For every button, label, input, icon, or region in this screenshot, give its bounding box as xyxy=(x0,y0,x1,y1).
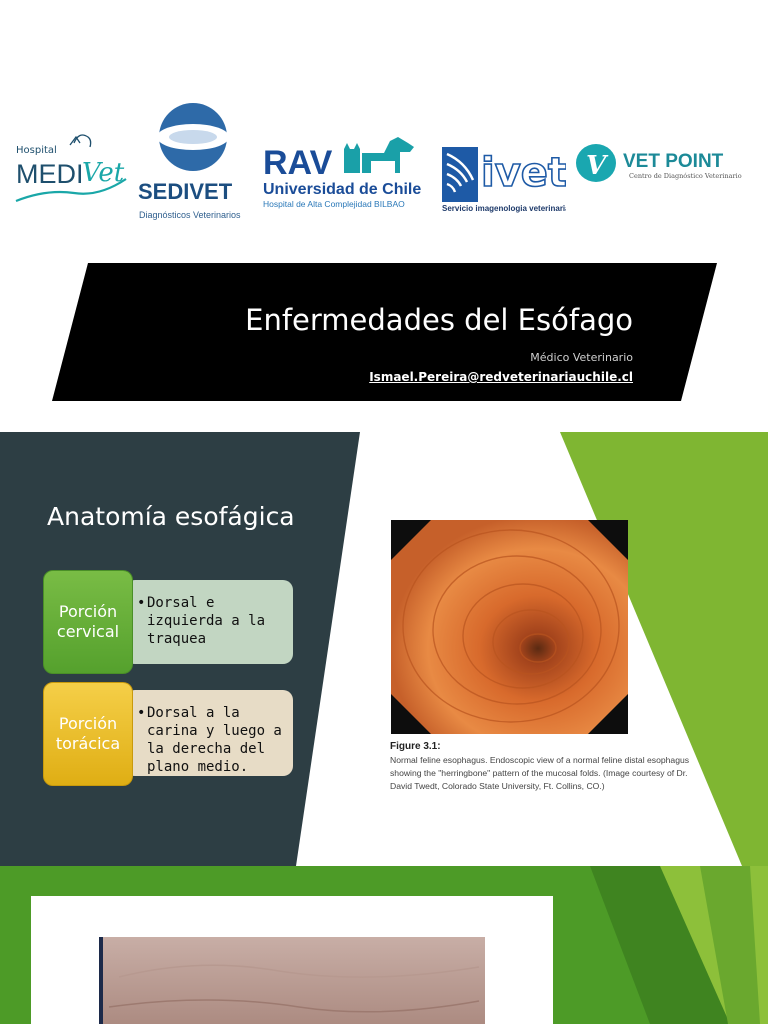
sedivet-logo xyxy=(136,100,256,225)
cervical-description-box xyxy=(125,580,293,664)
vetpoint-name-text: VET POINT xyxy=(623,151,724,172)
thoracic-description-text: Dorsal a la carina y luego a la derecha del plano medio. xyxy=(147,705,282,775)
endoscopic-esophagus-photo xyxy=(391,520,628,734)
thoracic-label-box xyxy=(43,682,133,786)
figure-title: Figure 3.1: xyxy=(390,741,441,752)
sedivet-subtitle-text: Diagnósticos Veterinarios xyxy=(139,210,241,220)
mucosa-photo xyxy=(99,937,485,1024)
vetpoint-subtitle-text: Centro de Diagnóstico Veterinario xyxy=(629,172,742,180)
bullet-icon: • xyxy=(137,705,146,721)
medivet-logo-graphic xyxy=(14,125,129,210)
rav-university-text: Universidad de Chile xyxy=(263,181,422,198)
cervical-label-box xyxy=(43,570,133,674)
thoracic-description-box xyxy=(125,690,293,776)
vetpoint-logo-graphic xyxy=(575,140,755,190)
medivet-name-text: MEDI xyxy=(16,159,84,189)
rav-logo-graphic xyxy=(262,123,427,215)
vetpoint-logo xyxy=(575,140,755,190)
rav-name-text: RAV xyxy=(263,144,333,182)
sedivet-logo-graphic xyxy=(136,100,256,225)
anatomy-slide xyxy=(0,432,768,866)
author-email-link[interactable]: Ismael.Pereira@redveterinariauchile.cl xyxy=(369,370,633,384)
logo-row xyxy=(0,95,768,230)
ivet-name-text: ivet xyxy=(481,150,566,196)
third-slide xyxy=(0,866,768,1024)
sedivet-name-text: SEDIVET xyxy=(138,179,233,204)
slide-heading: Anatomía esofágica xyxy=(47,502,295,531)
cervical-description-text: Dorsal e izquierda a la traquea xyxy=(147,595,266,647)
ivet-logo xyxy=(441,142,566,214)
figure-caption: Normal feline esophagus. Endoscopic view of a normal feline distal esophagus showing the "herringbone" pattern of the mucosal folds. (Image courtesy of Dr. David Twedt, Colorado State University, Ft. Collins, CO.) xyxy=(390,755,690,791)
rav-logo xyxy=(262,123,427,215)
title-band xyxy=(52,263,717,401)
cervical-label-text: Porción cervical xyxy=(56,602,120,641)
rav-hospital-text: Hospital de Alta Complejidad BILBAO xyxy=(263,199,405,209)
endoscopic-photo-graphic xyxy=(391,520,628,734)
presentation-title: Enfermedades del Esófago xyxy=(245,303,633,337)
medivet-hospital-text: Hospital xyxy=(16,145,57,156)
medivet-logo xyxy=(14,125,129,210)
ivet-subtitle-text: Servicio imagenologia veterinaria xyxy=(442,204,566,213)
bullet-icon: • xyxy=(137,595,146,611)
title-slide xyxy=(0,0,768,432)
author-role: Médico Veterinario xyxy=(530,351,633,364)
mucosa-photo-graphic xyxy=(99,937,485,1024)
thoracic-label-text: Porción torácica xyxy=(55,714,121,753)
ivet-logo-graphic xyxy=(441,142,566,214)
vetpoint-mark-text: V xyxy=(586,151,607,181)
medivet-vet-text: Vet xyxy=(82,158,125,188)
